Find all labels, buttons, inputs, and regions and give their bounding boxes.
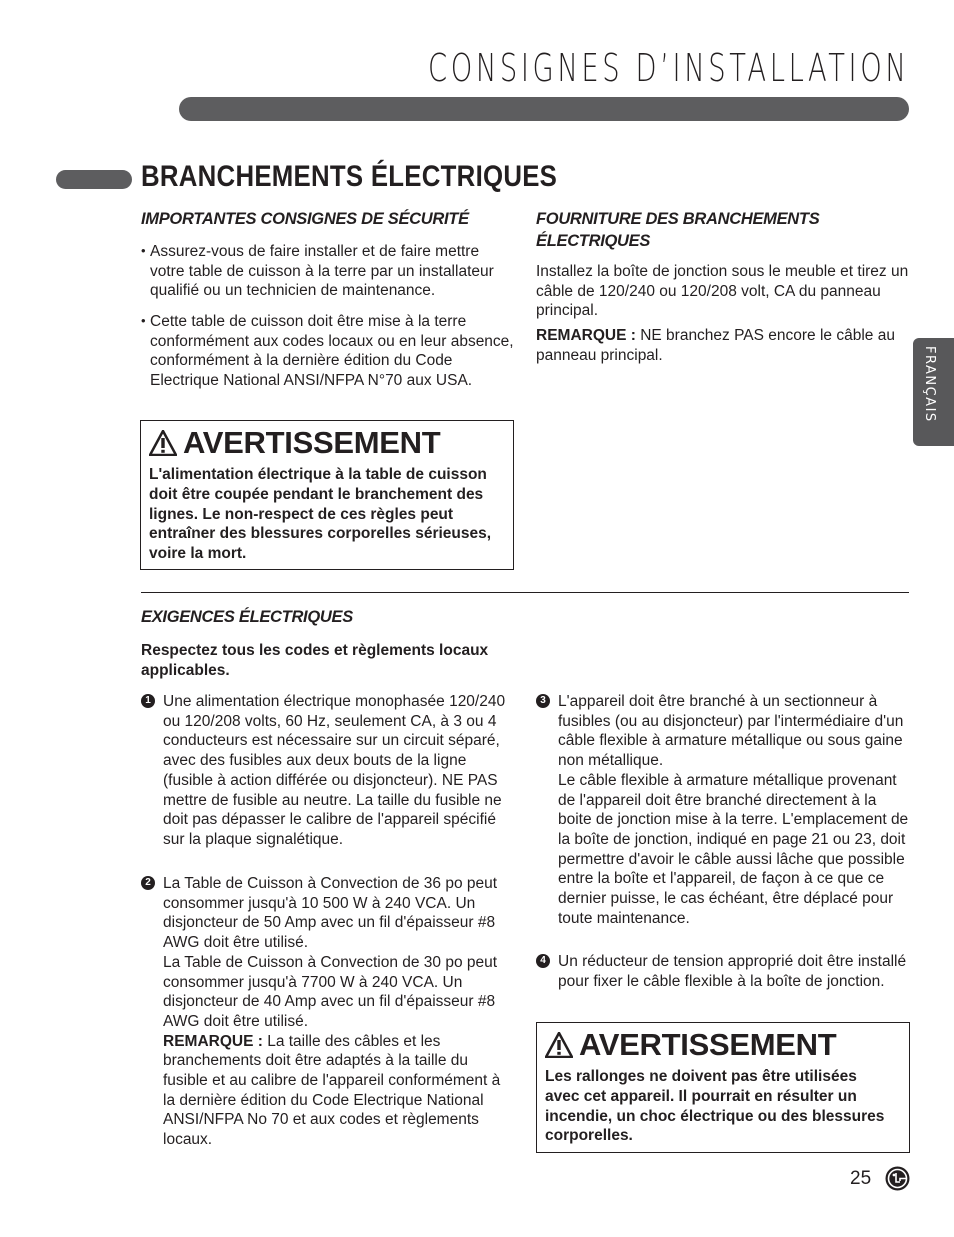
warning-text: L'alimentation électrique à la table de cuisson doit être coupée pendant le branchement des lignes. Le non-respect de ces règles peut entraîner des blessures corporelles sérieuses, voire la mort. — [149, 466, 492, 563]
requirement-text: L'appareil doit être branché à un sectionneur à fusibles (ou au disjoncteur) par l'intermédiaire d'un câble flexible à armature métallique ou sous gaine non métallique. — [558, 693, 904, 770]
warning-box — [536, 1022, 910, 1153]
section-marker — [56, 170, 132, 189]
note-text: La taille des câbles et les branchements doit être adaptés à la taille du fusible et au calibre de l'appareil conformément à la dernière édition du Code Electrique National ANSI/NFPA No 70 et aux codes et règlements locaux. — [163, 1032, 501, 1149]
bullet-icon: • — [141, 313, 146, 328]
safety-heading: IMPORTANTES CONSIGNES DE SÉCURITÉ — [141, 210, 469, 228]
safety-bullet-text: Cette table de cuisson doit être mise à la terre conformément aux codes locaux ou en leur absence, conformément à la dernière édition du Code Electrique National ANSI/NFPA N°70 aux USA. — [150, 313, 514, 390]
requirement-text: La Table de Cuisson à Convection de 36 po peut consommer jusqu'à 10 500 W à 240 VCA. Un disjoncteur de 50 Amp avec un fil d'épaisseur #8 AWG doit être utilisé. — [163, 875, 498, 952]
requirement-text: Le câble flexible à armature métallique provenant de l'appareil doit être branché directement à la boite de jonction mise à la terre. L'emplacement de la boîte de jonction, indiqué en page 21 ou 23, doit permettre d'avoir le câble aussi lâche que possible entre la boîte et l'appareil, de façon à ce que ce dernier puisse, le cas échéant, être déplacé pour toute maintenance. — [558, 771, 909, 927]
warning-triangle-icon — [545, 1032, 573, 1058]
lg-logo-icon — [885, 1166, 910, 1191]
requirement-item — [536, 952, 911, 991]
number-badge: 1 — [141, 694, 155, 708]
note-label: REMARQUE : — [163, 1032, 263, 1050]
number-badge: 2 — [141, 876, 155, 890]
bullet-icon: • — [141, 243, 146, 258]
number-badge: 4 — [536, 954, 550, 968]
header-bar — [179, 97, 909, 121]
note-text: NE branchez PAS encore le câble au panneau principal. — [536, 327, 895, 364]
supply-note — [536, 326, 911, 365]
warning-box — [140, 420, 514, 570]
chapter-title: CONSIGNES D’INSTALLATION — [428, 46, 910, 90]
language-tab — [913, 338, 954, 446]
supply-heading-line: ÉLECTRIQUES — [536, 232, 651, 250]
warning-triangle-icon — [149, 430, 177, 456]
requirement-item — [141, 692, 516, 850]
page-number: 25 — [850, 1168, 872, 1189]
number-badge: 3 — [536, 694, 550, 708]
requirement-text: La Table de Cuisson à Convection de 30 po peut consommer jusqu'à 7700 W à 240 VCA. Un disjoncteur de 40 Amp avec un fil d'épaisseur #8 AWG doit être utilisé. — [163, 953, 498, 1030]
requirement-note — [163, 1032, 515, 1150]
supply-heading-line: FOURNITURE DES BRANCHEMENTS — [536, 210, 820, 228]
requirement-item — [141, 874, 516, 1150]
requirements-heading: EXIGENCES ÉLECTRIQUES — [141, 608, 353, 626]
supply-heading — [536, 208, 819, 252]
safety-bullet — [141, 242, 516, 301]
safety-bullet — [141, 312, 516, 391]
warning-title: AVERTISSEMENT — [579, 1027, 837, 1062]
warning-title: AVERTISSEMENT — [183, 425, 441, 460]
note-label: REMARQUE : — [536, 327, 636, 344]
section-title: BRANCHEMENTS ÉLECTRIQUES — [141, 160, 558, 193]
requirement-item — [536, 692, 911, 928]
requirement-text: Une alimentation électrique monophasée 120/240 ou 120/208 volts, 60 Hz, seulement CA, à 3 ou 4 conducteurs est nécessaire sur un circuit séparé, avec des fusibles aux deux bouts de la ligne (fusible à action différée ou disjoncteur). NE PAS mettre de fusible au neutre. La taille du fusible ne doit pas dépasser le calibre de l'appareil spécifié sur la plaque signalétique. — [163, 693, 506, 848]
supply-text: Installez la boîte de jonction sous le meuble et tirez un câble de 120/240 ou 120/208 volt, CA du panneau principal. — [536, 263, 909, 320]
requirement-text: Un réducteur de tension approprié doit être installé pour fixer le câble flexible à la boîte de jonction. — [558, 953, 907, 990]
warning-text: Les rallonges ne doivent pas être utilisées avec cet appareil. Il pourrait en résulter un incendie, un choc électrique ou des blessures corporelles. — [545, 1068, 885, 1145]
section-divider — [141, 592, 909, 593]
language-tab-label: FRANÇAIS — [922, 346, 937, 423]
safety-bullet-text: Assurez-vous de faire installer et de faire mettre votre table de cuisson à la terre par un installateur qualifié ou un technicien de maintenance. — [150, 243, 494, 300]
requirements-intro: Respectez tous les codes et règlements locaux applicables. — [141, 642, 489, 679]
